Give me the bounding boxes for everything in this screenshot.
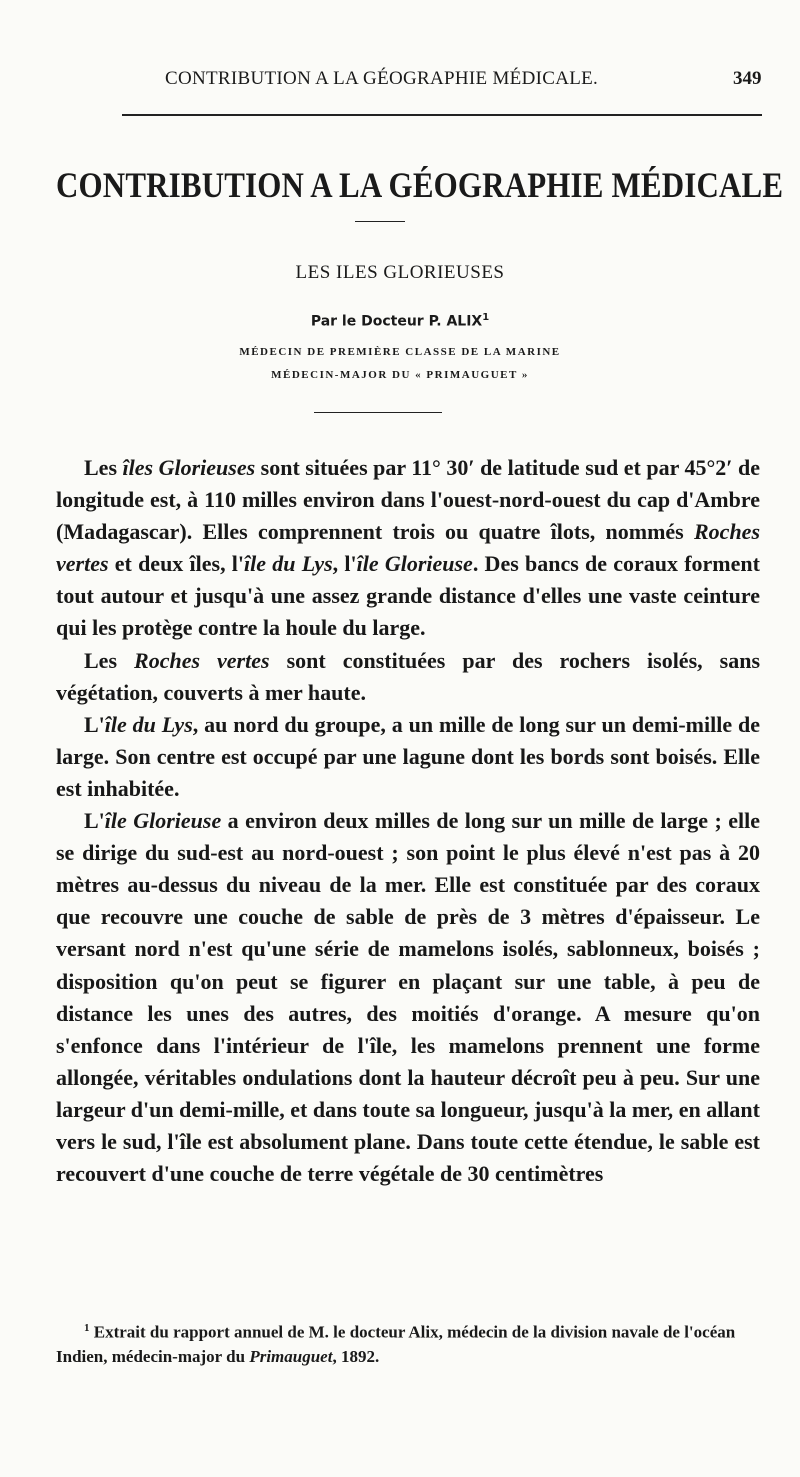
italic-term: île du Lys — [104, 711, 193, 737]
text-run: , 1892. — [332, 1346, 380, 1366]
header-rule — [122, 114, 762, 116]
text-run: , au nord du groupe, a un mille de long sur un demi-mille de large. Son centre est occupé par une lagune dont les bords sont boisés. Elle est inhabitée. — [56, 711, 760, 801]
running-header — [0, 68, 800, 96]
italic-term: île du Lys — [244, 551, 333, 577]
text-run: sont constituées par des rochers isolés, sans végétation, couverts à mer haute. — [56, 647, 761, 705]
italic-term: îles Glorieuses — [122, 455, 256, 480]
text-run: et deux îles, l' — [108, 551, 245, 577]
text-run: . Des bancs de coraux forment tout autour et jusqu'à une assez grande distance d'elles une vaste ceinture qui les protège contre la houle du large. — [56, 551, 760, 641]
text-run: a environ deux milles de long sur un mille de large ; elle se dirige du sud-est au nord-ouest ; son point le plus élevé n'est pas à 20 mètres au-dessus du niveau de la mer. Elle est constituée par des coraux que recouvre une couche de sable de près de 3 mètres d'épaisseur. Le versant nord n'est qu'une série de mamelons isolés, sablonneux, boisés ; disposition qu'on peut se figurer en plaçant sur une table, à peu de distance les unes des autres, des moitiés d'orange. A mesure qu'on s'enfonce dans l'intérieur de l'île, les mamelons prennent une forme allongée, véritables ondulations dont la hauteur décroît peu à peu. Sur une largeur d'un demi-mille, et dans toute sa longueur, jusqu'à la mer, en allant vers le sud, l'île est absolument plane. Dans toute cette étendue, le sable est recouvert d'une couche de terre végétale de 30 centimètres — [56, 808, 760, 1187]
title-divider — [355, 221, 405, 222]
paragraph-1 — [56, 452, 760, 645]
italic-term: Primauguet — [249, 1346, 333, 1366]
text-run: Les — [84, 647, 135, 673]
author-note-marker: 1 — [482, 312, 490, 323]
page-number: 349 — [733, 68, 762, 89]
text-run: L' — [84, 711, 105, 737]
author-credential-2: MÉDECIN-MAJOR DU « PRIMAUGUET » — [271, 369, 529, 381]
text-run: sont situées par 11° 30′ de latitude sud et par 45°2′ de longitude est, à 110 milles environ dans l'ouest-nord-ouest du cap d'Ambre (Madagascar). Elles comprennent trois ou quatre îlots, nommés — [56, 455, 760, 545]
running-title: CONTRIBUTION A LA GÉOGRAPHIE MÉDICALE. — [165, 68, 599, 89]
article-title: CONTRIBUTION A LA GÉOGRAPHIE MÉDICALE — [56, 165, 784, 205]
author-name: P. ALIX — [428, 313, 483, 330]
footnote-marker: 1 — [84, 1322, 90, 1334]
author-line — [0, 312, 800, 330]
article-body — [56, 452, 760, 1190]
italic-term: île Glorieuse — [356, 551, 473, 577]
italic-term: Roches vertes — [56, 519, 760, 577]
paragraph-4 — [56, 805, 760, 1190]
footnote-text — [56, 1316, 760, 1369]
author-prefix: Par le Docteur — [310, 313, 424, 330]
section-divider — [314, 412, 442, 413]
text-run: L' — [84, 808, 105, 834]
text-run: Les — [84, 455, 123, 480]
text-run: Extrait du rapport annuel de M. le docteur Alix, médecin de la division navale de l'océan Indien, médecin-major du — [56, 1322, 736, 1366]
author-credential-1: MÉDECIN DE PREMIÈRE CLASSE DE LA MARINE — [239, 346, 561, 358]
paragraph-2 — [56, 645, 760, 709]
paragraph-3 — [56, 709, 760, 805]
text-run: , l' — [332, 551, 357, 577]
footnote — [56, 1316, 760, 1369]
article-subtitle: LES ILES GLORIEUSES — [295, 262, 505, 283]
italic-term: Roches vertes — [134, 647, 270, 673]
italic-term: île Glorieuse — [104, 808, 222, 834]
